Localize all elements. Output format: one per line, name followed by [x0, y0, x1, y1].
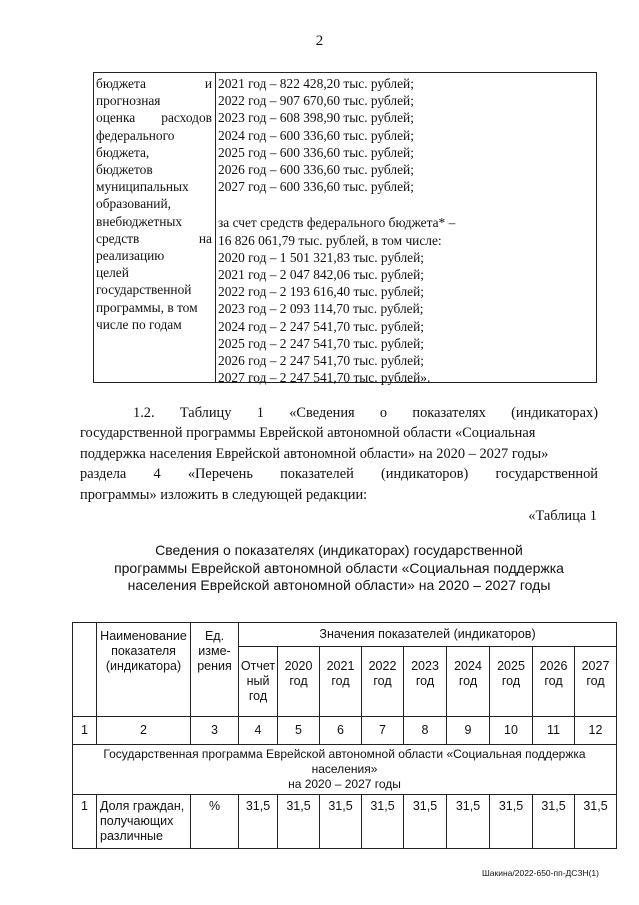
finance-label-line [96, 75, 212, 92]
report-year-line: год [248, 689, 268, 703]
header-number-cell [73, 623, 97, 717]
header-year-word: год [289, 674, 308, 688]
finance-label-word: целей [96, 265, 129, 281]
finance-label-column [94, 73, 216, 382]
paragraph-word: раздела [80, 466, 127, 483]
indicators-table [72, 622, 617, 849]
header-year-word: год [586, 674, 605, 688]
document-footer-code: Шакина/2022-650-пп-ДСЗН(1) [481, 868, 599, 878]
finance-label-line [96, 213, 212, 230]
finance-label-line [96, 127, 212, 144]
header-year-value: 2022 [368, 659, 397, 673]
header-year-value: 2026 [539, 659, 568, 673]
column-number-cell: 4 [239, 717, 278, 745]
finance-label-word: прогнозная [96, 93, 161, 109]
header-values-cell: Значения показателей (индикаторов) [239, 623, 617, 647]
paragraph-word: (индикаторов) [380, 466, 469, 483]
table-caption [80, 542, 598, 595]
header-unit-line: изме- [198, 644, 231, 658]
indicator-value-cell: 31,5 [404, 795, 447, 849]
finance-label-word: бюджета, [96, 144, 150, 160]
header-year-value: 2023 [411, 659, 439, 673]
finance-value-line: 16 826 061,79 тыс. рублей, в том числе: [218, 232, 442, 248]
unit-cell: % [191, 795, 239, 849]
column-number-cell: 9 [447, 717, 490, 745]
header-year-word: год [458, 674, 478, 688]
header-year-cell [320, 647, 362, 717]
header-year-word: год [415, 674, 435, 688]
header-year-value: 2027 [581, 659, 610, 673]
finance-label-word: реализацию [96, 248, 165, 264]
finance-label-line [96, 281, 212, 298]
paragraph-word: о [379, 405, 388, 421]
indicator-value-cell: 31,5 [320, 795, 362, 849]
header-unit-line: рения [197, 659, 232, 673]
finance-label-word: и [204, 76, 212, 91]
paragraph-word: Таблицу [179, 405, 232, 421]
finance-table [93, 72, 597, 386]
finance-value-line: 2026 год – 2 247 541,70 тыс. рублей; [218, 353, 424, 369]
finance-label-word: образований, [96, 196, 171, 212]
finance-label-line [96, 109, 212, 126]
caption-line: Сведения о показателях (индикаторах) государственной [155, 542, 523, 558]
header-year-cell [404, 647, 447, 717]
finance-label-line [96, 247, 212, 264]
finance-label-word: бюджета [96, 76, 146, 91]
finance-label-word: внебюджетных [96, 213, 183, 229]
finance-value-line: 2023 год – 2 093 114,70 тыс. рублей; [218, 301, 424, 317]
header-year-value: 2021 [326, 659, 355, 673]
finance-values-block-1 [218, 75, 596, 195]
indicator-value-cell: 31,5 [533, 795, 575, 849]
finance-value-line: 2024 год – 600 336,60 тыс. рублей; [218, 127, 414, 143]
paragraph-word: «Сведения [289, 405, 355, 421]
paragraph-word: государственной [495, 466, 598, 483]
indicator-value-cell: 31,5 [278, 795, 320, 849]
finance-label-word: государственной [96, 282, 192, 298]
finance-label-line [96, 264, 212, 281]
indicator-value-cell: 31,5 [239, 795, 278, 849]
program-row-line: Государственная программа Еврейской автономной области «Социальная поддержка населения» [103, 747, 586, 776]
column-number-cell: 2 [97, 717, 191, 745]
paragraph-word: программы» изложить в следующей редакции: [80, 486, 368, 503]
header-year-cell [278, 647, 320, 717]
paragraph-word: поддержка населения Еврейской автономной области» на 2020 – 2027 годы» [80, 445, 549, 462]
paragraph-word: «Перечень [187, 466, 253, 483]
finance-value-line: 2027 год – 2 247 541,70 тыс. рублей». [218, 370, 431, 386]
paragraph-word: 4 [153, 466, 161, 483]
program-row-line: на 2020 – 2027 годы [288, 777, 401, 791]
finance-value-line: 2026 год – 600 336,60 тыс. рублей; [218, 162, 414, 178]
finance-label-line [96, 299, 212, 316]
indicator-name-line: Доля граждан, [100, 799, 185, 813]
amendment-paragraph [80, 403, 598, 505]
column-number-cell: 3 [191, 717, 239, 745]
header-name-line: показателя [111, 644, 176, 658]
finance-value-line: 2022 год – 2 193 616,40 тыс. рублей; [218, 284, 424, 300]
finance-label-line [96, 144, 212, 161]
header-unit-cell [191, 623, 239, 717]
indicator-name-cell [97, 795, 191, 849]
header-year-word: год [544, 674, 563, 688]
header-year-value: 2020 [284, 659, 313, 673]
paragraph-word: показателей [280, 466, 354, 483]
finance-label-word: расходов [161, 110, 212, 126]
caption-line: населения Еврейской автономной области» на 2020 – 2027 годы [127, 577, 551, 593]
paragraph-word: государственной программы Еврейской автономной области «Социальная [80, 425, 536, 442]
finance-label-word: федерального [96, 127, 175, 143]
finance-label-line [96, 195, 212, 212]
row-number-cell: 1 [73, 795, 97, 849]
paragraph-line [80, 423, 598, 443]
finance-values-block-2 [218, 214, 596, 386]
report-year-line: ный [246, 674, 270, 688]
header-year-value: 2024 [454, 659, 482, 673]
header-year-cell [533, 647, 575, 717]
header-unit-line: Ед. [204, 629, 225, 643]
finance-label-word: числе по годам [96, 316, 182, 332]
indicator-value-cell: 31,5 [575, 795, 617, 849]
header-name-cell [97, 623, 191, 717]
finance-value-line: 2027 год – 600 336,60 тыс. рублей; [218, 179, 414, 195]
paragraph-line [80, 464, 598, 484]
header-report-year-cell [239, 647, 278, 717]
finance-label-word: на [198, 230, 212, 246]
page-number: 2 [315, 33, 324, 49]
paragraph-word: (индикаторах) [511, 405, 598, 421]
column-number-cell: 1 [73, 717, 97, 745]
paragraph-line [80, 403, 598, 423]
program-row [73, 745, 617, 795]
finance-value-line: 2022 год – 907 670,60 тыс. рублей; [218, 93, 414, 109]
indicator-value-cell: 31,5 [490, 795, 533, 849]
header-year-value: 2025 [497, 659, 525, 673]
finance-label-word: бюджетов [96, 162, 153, 178]
report-year-line: Отчет [240, 659, 276, 673]
indicator-value-cell: 31,5 [447, 795, 490, 849]
column-number-cell: 6 [320, 717, 362, 745]
column-number-cell: 10 [490, 717, 533, 745]
header-year-cell [575, 647, 617, 717]
finance-value-line: 2024 год – 2 247 541,70 тыс. рублей; [218, 318, 424, 334]
paragraph-word: 1.2. [133, 405, 155, 421]
header-year-cell [447, 647, 490, 717]
finance-value-line: за счет средств федерального бюджета* – [218, 215, 456, 231]
finance-value-line: 2025 год – 600 336,60 тыс. рублей; [218, 144, 414, 160]
finance-value-line: 2020 год – 1 501 321,83 тыс. рублей; [218, 249, 424, 265]
paragraph-line [80, 485, 598, 505]
finance-value-line: 2025 год – 2 247 541,70 тыс. рублей; [218, 335, 424, 351]
finance-value-line: 2021 год – 822 428,20 тыс. рублей; [218, 76, 414, 91]
finance-label-word: программы, в том [96, 299, 198, 315]
indicator-value-cell: 31,5 [362, 795, 404, 849]
column-number-cell: 5 [278, 717, 320, 745]
indicator-name-line: различные [100, 829, 163, 843]
header-name-line: Наименование [100, 629, 187, 643]
finance-label-word: средств [96, 230, 140, 246]
finance-value-line: 2021 год – 2 047 842,06 тыс. рублей; [218, 267, 424, 283]
finance-values-column [216, 73, 596, 384]
finance-label-word: муниципальных [96, 179, 189, 195]
paragraph-line [80, 444, 598, 464]
column-number-cell: 7 [362, 717, 404, 745]
finance-label-line [96, 316, 212, 333]
paragraph-word: 1 [256, 405, 264, 421]
finance-label-line [96, 92, 212, 109]
finance-label-line [96, 230, 212, 247]
header-year-word: год [373, 674, 392, 688]
column-number-cell: 12 [575, 717, 617, 745]
caption-line: программы Еврейской автономной области «Социальная поддержка [114, 559, 564, 576]
finance-label-line [96, 161, 212, 178]
header-year-word: год [501, 674, 521, 688]
column-number-cell: 8 [404, 717, 447, 745]
finance-value-line: 2023 год – 608 398,90 тыс. рублей; [218, 110, 414, 126]
header-name-line: (индикатора) [105, 659, 182, 673]
indicator-name-line: получающих [100, 814, 174, 828]
column-number-cell: 11 [533, 717, 575, 745]
finance-label-line [96, 178, 212, 195]
table-label: «Таблица 1 [528, 508, 597, 524]
header-year-word: год [331, 674, 350, 688]
header-year-cell [362, 647, 404, 717]
header-year-cell [490, 647, 533, 717]
finance-label-word: оценка [96, 110, 136, 126]
paragraph-word: показателях [412, 405, 486, 421]
